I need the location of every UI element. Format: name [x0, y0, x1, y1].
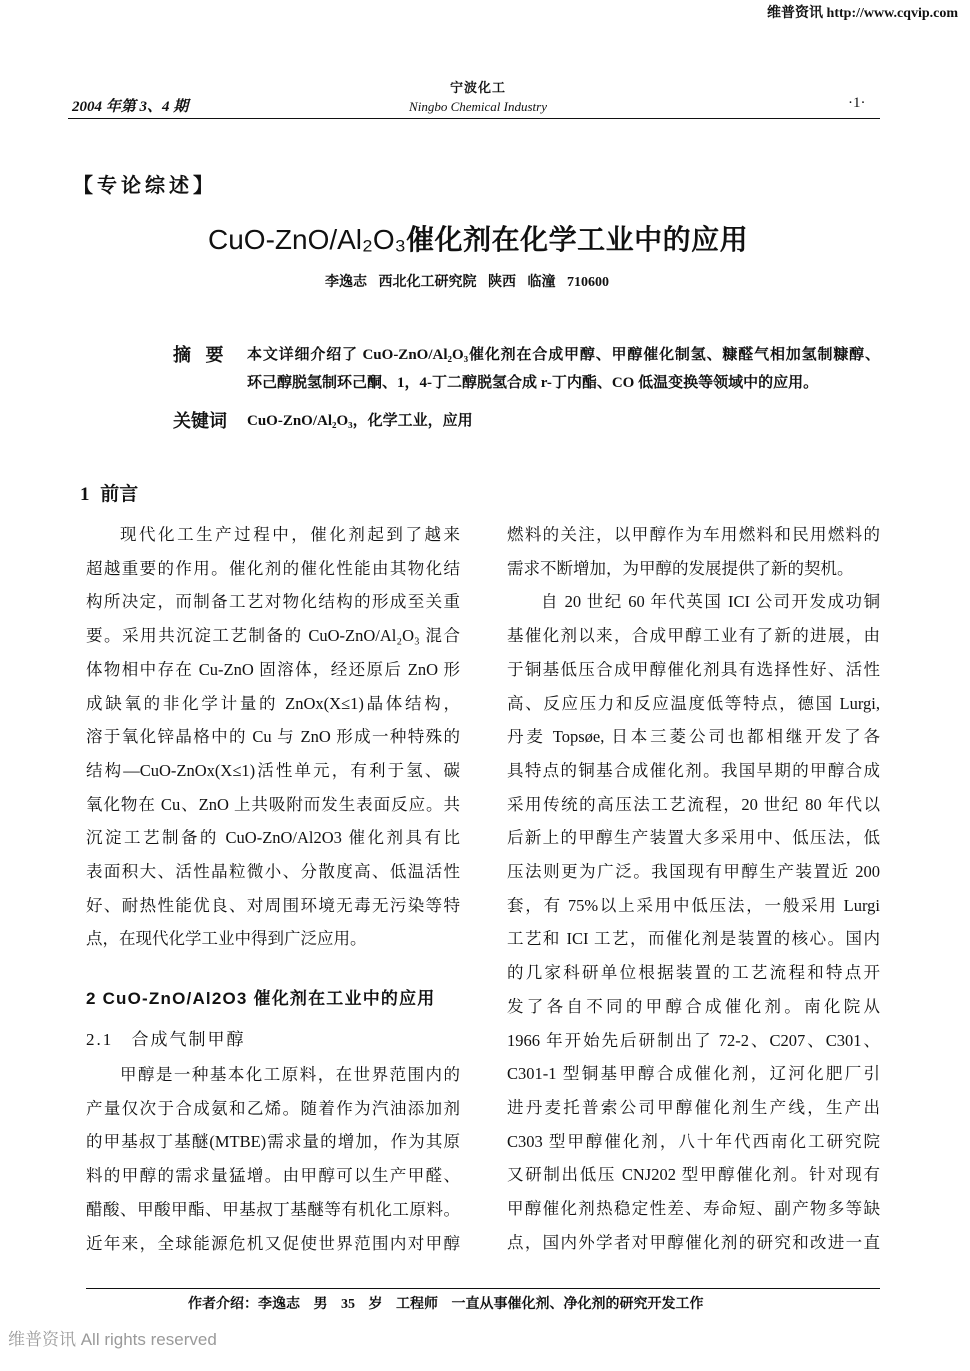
page-number: ·1· — [848, 95, 866, 111]
text-line: 基催化剂以来，合成甲醇工业有了新的进展，由 — [507, 626, 880, 646]
text-line: 自 20 世纪 60 年代英国 ICI 公司开发成功铜 — [541, 592, 880, 612]
paragraph-methanol-continued — [507, 518, 880, 585]
text-line: 的甲基叔丁基醚(MTBE)需求量的增加，作为其原 — [86, 1132, 460, 1152]
footer-rule — [86, 1288, 880, 1289]
text-line: 工艺和 ICI 工艺，而催化剂是装置的核心。国内 — [507, 929, 880, 949]
text-line: 1966 年开始先后研制出了 72-2、C207、C301、 — [507, 1030, 880, 1050]
keywords-label: 关键词 — [173, 411, 227, 431]
text-line: 套，有 75%以上采用中低压法，一般采用 Lurgi — [507, 895, 880, 915]
text-line: 丹麦 Topsøe, 日本三菱公司也都相继开发了各 — [507, 727, 880, 747]
section-heading-applications: 2 CuO-ZnO/Al2O3 催化剂在工业中的应用 — [86, 989, 436, 1008]
text-line: 醋酸、甲酸甲酯、甲基叔丁基醚等有机化工原料。 — [86, 1199, 460, 1219]
text-line: 于铜基低压合成甲醇催化剂具有选择性好、活性 — [507, 659, 880, 679]
text-line: 结构—CuO-ZnOx(X≤1)活性单元，有利于氢、碳 — [86, 760, 460, 780]
text-line: 料的甲醇的需求量猛增。由甲醇可以生产甲醛、 — [86, 1166, 460, 1186]
text-line: 压法则更为广泛。我国现有甲醇生产装置近 200 — [507, 862, 880, 882]
column-tag: 【专论综述】 — [73, 175, 217, 197]
subsection-heading-methanol: 2.1 合成气制甲醇 — [86, 1030, 246, 1049]
text-line: 体物相中存在 Cu-ZnO 固溶体，经还原后 ZnO 形 — [86, 659, 460, 679]
text-line: 燃料的关注，以甲醇作为车用燃料和民用燃料的 — [507, 525, 880, 544]
text-line: 发了各自不同的甲醇合成催化剂。南化院从 — [507, 996, 880, 1016]
text-line: 构所决定，而制备工艺对物化结构的形成至关重 — [86, 592, 460, 612]
text-line: 的几家科研单位根据装置的工艺流程和特点开 — [507, 963, 880, 983]
text-line: 采用传统的高压法工艺流程，20 世纪 80 年代以 — [507, 794, 880, 814]
watermark-bottom: 维普资讯 All rights reserved — [8, 1330, 217, 1349]
journal-name-cn: 宁波化工 — [449, 80, 506, 95]
abstract-label: 摘 要 — [173, 345, 224, 365]
text-line: 氧化物在 Cu、ZnO 上共吸附而发生表面反应。共 — [86, 794, 460, 814]
paragraph-catalyst-history — [507, 585, 880, 1259]
right-column — [507, 518, 880, 1259]
header-rule — [68, 118, 880, 119]
journal-masthead — [380, 79, 576, 115]
author-affiliation: 李逸志 西北化工研究院 陕西 临潼 710600 — [325, 275, 609, 290]
text-line: 点，在现代化学工业中得到广泛应用。 — [86, 929, 367, 949]
text-line: 近年来，全球能源危机又促使世界范围内对甲醇 — [86, 1233, 460, 1253]
article-title — [208, 222, 748, 263]
text-line: 点，国内外学者对甲醇催化剂的研究和改进一直 — [507, 1232, 880, 1252]
text-line: 成缺氧的非化学计量的 ZnOx(X≤1)晶体结构， — [86, 693, 460, 713]
text-line: 环己醇脱氢制环己酮、1，4-丁二醇脱氢合成 r-丁内酯、CO 低温变换等领域中的应用。 — [247, 375, 819, 391]
keywords-text: CuO-ZnO/Al₂O₃，化学工业，应用 — [247, 413, 473, 429]
text-line: 又研制出低压 CNJ202 型甲醇催化剂。针对现有 — [507, 1165, 880, 1185]
text-line: C303 型甲醇催化剂，八十年代西南化工研究院 — [507, 1131, 880, 1151]
text-line: 甲醇是一种基本化工原料，在世界范围内的 — [120, 1065, 460, 1084]
journal-name-en: Ningbo Chemical Industry — [409, 99, 547, 114]
text-line: 甲醇催化剂热稳定性差、寿命短、副产物多等缺 — [507, 1199, 880, 1219]
text-line: 超越重要的作用。催化剂的催化性能由其物化结 — [86, 558, 460, 578]
text-line: 溶于氧化锌晶格中的 Cu 与 ZnO 形成一种特殊的 — [86, 727, 460, 747]
section-heading-introduction: 1 前言 — [80, 484, 139, 505]
text-line: 具特点的铜基合成催化剂。我国早期的甲醇合成 — [507, 760, 880, 780]
abstract-text — [247, 341, 880, 397]
author-bio: 作者介绍：李逸志 男 35 岁 工程师 一直从事催化剂、净化剂的研究开发工作 — [188, 1297, 704, 1312]
text-line: 表面积大、活性晶粒微小、分散度高、低温活性 — [86, 862, 460, 882]
text-line: 产量仅次于合成氨和乙烯。随着作为汽油添加剂 — [86, 1098, 460, 1118]
title-formula: CuO-ZnO/Al₂O₃ — [208, 224, 407, 255]
text-line: 好、耐热性能优良、对周围环境无毒无污染等特 — [86, 895, 460, 915]
text-line: 高、反应压力和反应温度低等特点，德国 Lurgi, — [507, 693, 880, 713]
paragraph-methanol — [86, 1058, 460, 1260]
text-line: 现代化工生产过程中，催化剂起到了越来 — [120, 525, 460, 544]
issue-number: 2004 年第 3、4 期 — [72, 99, 189, 115]
title-text: 催化剂在化学工业中的应用 — [406, 225, 749, 256]
text-line: 需求不断增加，为甲醇的发展提供了新的契机。 — [507, 558, 854, 578]
text-line: 进丹麦托普索公司甲醇催化剂生产线，生产出 — [507, 1097, 880, 1117]
text-line: 后新上的甲醇生产装置大多采用中、低压法，低 — [507, 828, 880, 848]
text-line: 要。采用共沉淀工艺制备的 CuO-ZnO/Al₂O₃ 混合 — [86, 626, 460, 646]
watermark-top: 维普资讯 http://www.cqvip.com — [767, 6, 958, 21]
text-line: 本文详细介绍了 CuO-ZnO/Al₂O₃催化剂在合成甲醇、甲醇催化制氢、糠醛气相加氢制糠醇、 — [247, 347, 880, 363]
paragraph-introduction — [86, 518, 460, 956]
text-line: C301-1 型铜基甲醇合成催化剂，辽河化肥厂引 — [507, 1064, 880, 1084]
text-line: 沉淀工艺制备的 CuO-ZnO/Al2O3 催化剂具有比 — [86, 828, 460, 848]
